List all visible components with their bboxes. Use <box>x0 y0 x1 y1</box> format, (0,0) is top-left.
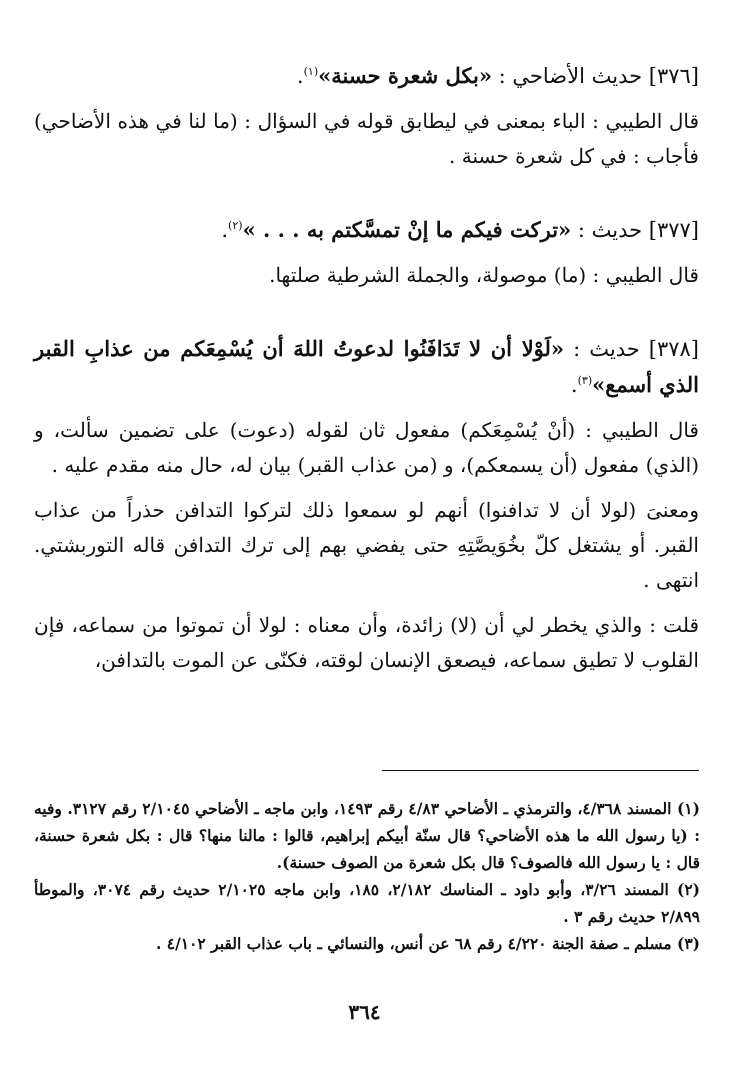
commentary-paragraph: قلت : والذي يخطر لي أن (لا) زائدة، وأن معناه : لولا أن تموتوا من سماعه، فإن القلوب لا تطيق سماعه، فيصعق الإنسان لوقته، فكنّى عن الموت بالتدافن، <box>34 613 699 672</box>
page-body <box>34 58 699 678</box>
hadith-quote: «بكل شعرة حسنة» <box>318 63 492 88</box>
heading-label: [٣٧٨] حديث : <box>564 337 699 361</box>
heading-end: . <box>570 373 578 397</box>
heading-label: [٣٧٦] حديث الأضاحي : <box>491 64 699 88</box>
footnote-1: (١) المسند ٤/٣٦٨، والترمذي ـ الأضاحي ٤/٨٣ رقم ١٤٩٣، وابن ماجه ـ الأضاحي ٢/١٠٤٥ رقم ٣١٢٧. وفيه : (يا رسول الله ما هذه الأضاحي؟ قال سنّة أبيكم إبراهيم، قالوا : مالنا منها؟ قال : بكل شعرة حسنة، قال : يا رسول الله فالصوف؟ قال بكل شعرة من الصوف حسنة). <box>34 799 700 872</box>
heading-label: [٣٧٧] حديث : <box>571 218 699 242</box>
commentary-paragraph: قال الطيبي : (ما) موصولة، والجملة الشرطية صلتها. <box>269 263 699 287</box>
commentary-paragraph: قال الطيبي : (أنْ يُسْمِعَكم) مفعول ثان لقوله (دعوت) على تضمين سألت، و (الذي) مفعول (أن يسمعكم)، و (من عذاب القبر) بيان له، حال منه مقدم عليه . <box>34 418 699 477</box>
hadith-quote: «لَوْلا أن لا تَدَافَنُوا لدعوتُ اللهَ أن يُسْمِعَكم من عذابِ القبر الذي أسمع» <box>34 336 699 397</box>
footnote-3: (٣) مسلم ـ صفة الجنة ٤/٢٢٠ رقم ٦٨ عن أنس، والنسائي ـ باب عذاب القبر ٤/١٠٢ . <box>156 934 700 953</box>
hadith-377-heading <box>34 212 699 248</box>
footnote-ref: (١) <box>303 65 319 78</box>
footnotes <box>34 795 700 957</box>
page-number: ٣٦٤ <box>348 1000 381 1024</box>
commentary-paragraph: ومعنىَ (لولا أن لا تدافنوا) أنهم لو سمعوا ذلك لتركوا التدافن حذراً من عذاب القبر. أو يشتغل كلّ بخُوَيصَّتِهِ حتى يفضي بهم إلى ترك التدافن قاله التوربشتي. انتهى . <box>34 498 699 592</box>
footnote-divider <box>382 770 699 771</box>
footnote-ref: (٢) <box>228 219 243 232</box>
heading-end: . <box>221 218 229 242</box>
hadith-376-heading <box>34 58 699 94</box>
commentary-paragraph: قال الطيبي : الباء بمعنى في ليطابق قوله في السؤال : (ما لنا في هذه الأضاحي) فأجاب : في كل شعرة حسنة . <box>34 109 699 168</box>
footnote-2: (٢) المسند ٣/٢٦، وأبو داود ـ المناسك ٢/١٨٢، ١٨٥، وابن ماجه ٢/١٠٢٥ حديث رقم ٣٠٧٤، والموطأ ٢/٨٩٩ حديث رقم ٣ . <box>34 880 700 926</box>
hadith-quote: «تركت فيكم ما إنْ تمسَّكتم به . . . » <box>242 217 572 242</box>
heading-end: . <box>296 64 304 88</box>
hadith-378-heading <box>34 331 699 403</box>
footnote-ref: (٣) <box>577 374 593 387</box>
